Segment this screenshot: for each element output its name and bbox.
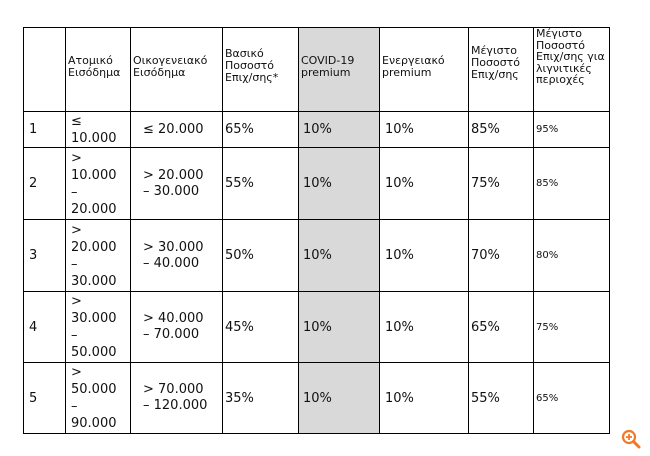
tier-cell-line: 2 (29, 176, 38, 191)
energy-premium-cell-line: 10% (385, 390, 414, 406)
family-income-cell-line: – 30.000 (143, 183, 200, 199)
header-row (24, 28, 610, 112)
covid-premium-cell (299, 363, 380, 434)
tier-cell (24, 112, 66, 148)
base-rate-cell (223, 112, 299, 148)
base-rate-cell (223, 148, 299, 220)
individual-income-cell (66, 112, 131, 148)
individual-income-cell (66, 292, 131, 363)
max-rate-cell-line: 65% (471, 319, 500, 335)
individual-income-cell-line: 30.000 (71, 273, 117, 289)
lignite-max-rate-cell (534, 112, 610, 148)
header-covid-premium-label: COVID-19 premium (301, 54, 355, 79)
header-tier (24, 28, 66, 112)
individual-income-cell-line: 20.000 (71, 201, 117, 217)
max-rate-cell (469, 363, 534, 434)
tier-cell-line: 3 (29, 248, 38, 263)
lignite-max-rate-cell-line: 85% (536, 178, 559, 189)
tier-cell (24, 148, 66, 220)
individual-income-cell-line: 50.000 (71, 382, 117, 397)
header-covid-premium (299, 28, 380, 112)
lignite-max-rate-cell-line: 65% (536, 392, 559, 404)
individual-income-cell-line: > (71, 294, 82, 309)
individual-income-cell-line: > (71, 150, 82, 166)
base-rate-cell-line: 50% (225, 248, 254, 263)
family-income-cell (131, 112, 223, 148)
family-income-cell (131, 148, 223, 220)
energy-premium-cell-line: 10% (385, 176, 414, 191)
header-max-rate (469, 28, 534, 112)
tier-cell-line: 1 (29, 122, 38, 137)
individual-income-cell-line: – (71, 184, 78, 200)
energy-premium-cell (380, 148, 469, 220)
individual-income-cell-line: 90.000 (71, 416, 117, 431)
base-rate-cell-line: 35% (225, 390, 254, 406)
lignite-max-rate-cell-line: 75% (536, 321, 559, 333)
family-income-cell-line: > 70.000 (143, 382, 204, 397)
individual-income-cell-line: 20.000 (71, 239, 117, 255)
lignite-max-rate-cell-line: 95% (536, 124, 559, 135)
header-individual-income-label: Ατομικό Εισόδημα (68, 54, 121, 79)
covid-premium-cell (299, 292, 380, 363)
base-rate-cell (223, 220, 299, 292)
individual-income-cell-line: > (71, 222, 82, 238)
covid-premium-cell (299, 220, 380, 292)
family-income-cell (131, 292, 223, 363)
base-rate-cell (223, 363, 299, 434)
table-row (24, 363, 610, 434)
individual-income-cell-line: > (71, 365, 82, 380)
header-lignite-max-rate (534, 28, 610, 112)
individual-income-cell-line: 10.000 (71, 130, 117, 146)
lignite-max-rate-cell (534, 148, 610, 220)
tier-cell-line: 4 (29, 319, 38, 335)
energy-premium-cell-line: 10% (385, 319, 414, 335)
lignite-max-rate-cell (534, 220, 610, 292)
base-rate-cell-line: 65% (225, 122, 254, 137)
energy-premium-cell-line: 10% (385, 122, 414, 137)
table-row (24, 148, 610, 220)
covid-premium-cell-line: 10% (303, 248, 332, 263)
individual-income-cell-line: – (71, 256, 78, 272)
individual-income-cell-line: – (71, 399, 78, 414)
header-energy-premium (380, 28, 469, 112)
tier-cell (24, 220, 66, 292)
max-rate-cell-line: 70% (471, 248, 500, 263)
max-rate-cell (469, 148, 534, 220)
base-rate-cell-line: 55% (225, 176, 254, 191)
energy-premium-cell (380, 220, 469, 292)
covid-premium-cell (299, 148, 380, 220)
family-income-cell-line: ≤ 20.000 (143, 121, 204, 137)
max-rate-cell (469, 220, 534, 292)
family-income-cell-line: – 120.000 (143, 398, 208, 413)
covid-premium-cell-line: 10% (303, 319, 332, 335)
tier-cell (24, 292, 66, 363)
header-base-rate-label: Βασικό Ποσοστό Επιχ/σης* (225, 47, 279, 84)
family-income-cell-line: > 40.000 (143, 311, 204, 326)
family-income-cell (131, 220, 223, 292)
header-family-income (131, 28, 223, 112)
family-income-cell-line: – 40.000 (143, 255, 200, 271)
max-rate-cell-line: 55% (471, 390, 500, 406)
covid-premium-cell (299, 112, 380, 148)
max-rate-cell-line: 75% (471, 176, 500, 191)
energy-premium-cell (380, 292, 469, 363)
lignite-max-rate-cell-line: 80% (536, 250, 559, 261)
base-rate-cell-line: 45% (225, 319, 254, 335)
family-income-cell-line: – 70.000 (143, 327, 200, 342)
individual-income-cell (66, 363, 131, 434)
header-family-income-label: Οικογενειακό Εισόδημα (133, 54, 208, 79)
individual-income-cell-line: ≤ (71, 113, 82, 129)
lignite-max-rate-cell (534, 363, 610, 434)
family-income-cell (131, 363, 223, 434)
header-energy-premium-label: Ενεργειακό premium (382, 54, 445, 79)
covid-premium-cell-line: 10% (303, 390, 332, 406)
individual-income-cell-line: 50.000 (71, 345, 117, 360)
base-rate-cell (223, 292, 299, 363)
energy-premium-cell (380, 363, 469, 434)
energy-premium-cell-line: 10% (385, 248, 414, 263)
covid-premium-cell-line: 10% (303, 176, 332, 191)
table-row (24, 292, 610, 363)
subsidy-table (23, 27, 610, 434)
covid-premium-cell-line: 10% (303, 122, 332, 137)
table-header (24, 28, 610, 112)
individual-income-cell (66, 220, 131, 292)
header-base-rate (223, 28, 299, 112)
family-income-cell-line: > 30.000 (143, 239, 204, 255)
individual-income-cell-line: 30.000 (71, 311, 117, 326)
max-rate-cell (469, 112, 534, 148)
max-rate-cell (469, 292, 534, 363)
tier-cell (24, 363, 66, 434)
individual-income-cell-line: 10.000 (71, 167, 117, 183)
individual-income-cell (66, 148, 131, 220)
lignite-max-rate-cell (534, 292, 610, 363)
header-individual-income (66, 28, 131, 112)
tier-cell-line: 5 (29, 390, 38, 406)
individual-income-cell-line: – (71, 328, 78, 343)
table-row (24, 220, 610, 292)
header-lignite-max-rate-label: Μέγιστο Ποσοστό Επιχ/σης για λιγνιτικές περιοχές (536, 27, 605, 86)
table-body (24, 112, 610, 434)
energy-premium-cell (380, 112, 469, 148)
table-row (24, 112, 610, 148)
zoom-in-icon[interactable] (621, 429, 641, 449)
max-rate-cell-line: 85% (471, 122, 500, 137)
family-income-cell-line: > 20.000 (143, 167, 204, 183)
header-max-rate-label: Μέγιστο Ποσοστό Επιχ/σης (471, 44, 521, 81)
